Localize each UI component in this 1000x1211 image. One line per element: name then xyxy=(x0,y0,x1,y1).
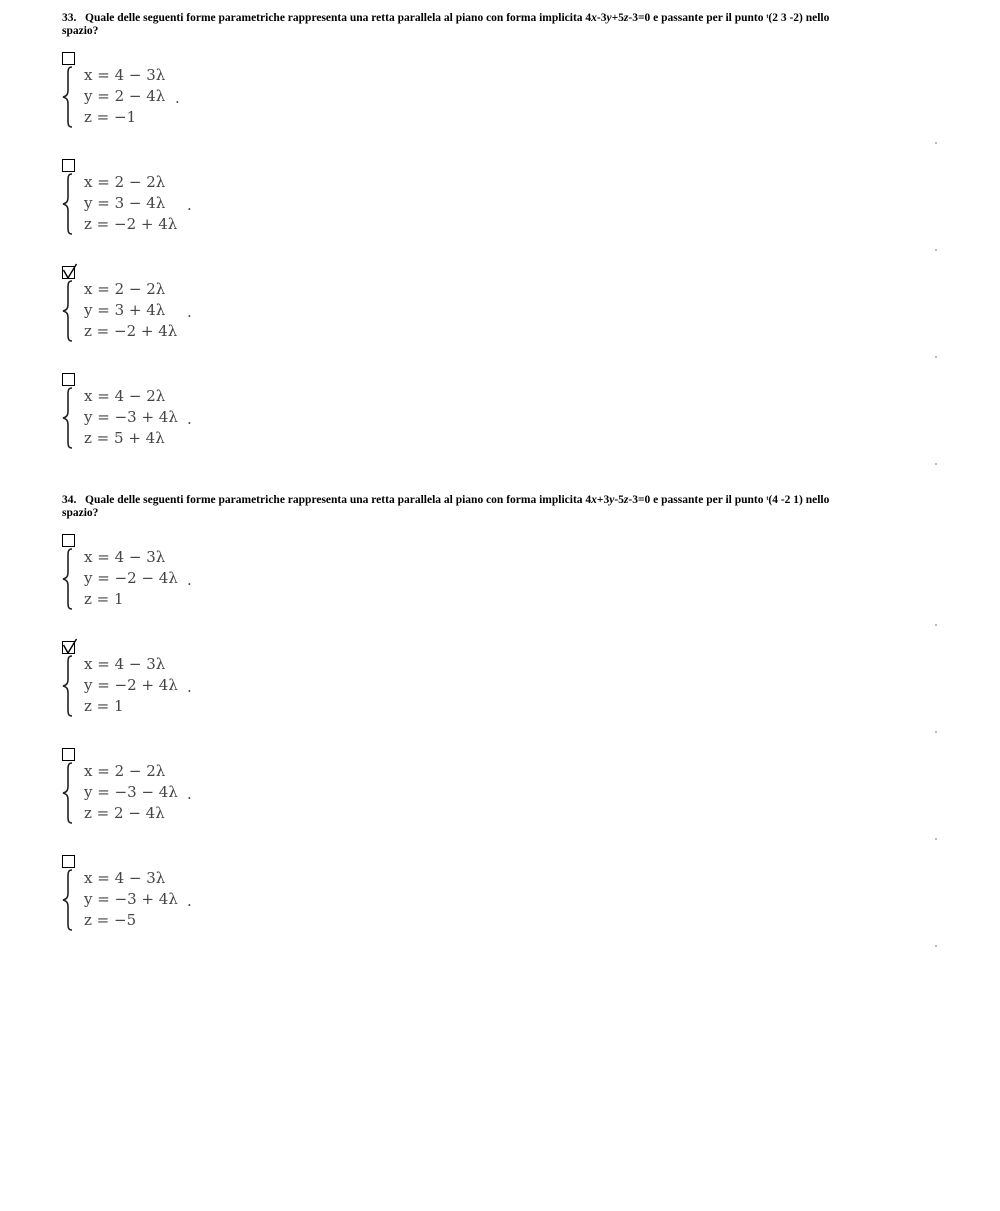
equation-x: x = 4 − 2λ xyxy=(84,387,166,405)
equation-z: z = −2 + 4λ xyxy=(84,322,178,340)
system-period: . xyxy=(187,678,192,696)
point-mark: t xyxy=(766,14,769,20)
left-brace xyxy=(62,66,76,128)
checkbox[interactable] xyxy=(62,534,75,547)
question-number: 34. xyxy=(62,494,77,506)
left-brace xyxy=(62,869,76,931)
question-text xyxy=(62,12,922,38)
equation-z: z = 5 + 4λ xyxy=(84,429,165,447)
equation-y: y = −3 − 4λ xyxy=(84,783,178,801)
equation-y: y = −2 − 4λ xyxy=(84,569,178,587)
answer-option xyxy=(62,373,942,473)
left-brace xyxy=(62,655,76,717)
var-y: y xyxy=(609,494,615,506)
question-stem: Quale delle seguenti forme parametriche rappresenta una retta parallela al piano con forma implicita 4 xyxy=(85,494,592,506)
left-brace xyxy=(62,280,76,342)
margin-dot xyxy=(935,356,937,358)
system-period: . xyxy=(187,196,192,214)
equation-z: z = −5 xyxy=(84,911,137,929)
answer-option xyxy=(62,534,942,634)
answer-option xyxy=(62,52,942,152)
margin-dot xyxy=(935,463,937,465)
question-stem: Quale delle seguenti forme parametriche rappresenta una retta parallela al piano con forma implicita 4 xyxy=(85,12,592,24)
var-x: x xyxy=(591,494,597,506)
left-brace xyxy=(62,762,76,824)
equation-x: x = 4 − 3λ xyxy=(84,66,166,84)
equation-z: z = 1 xyxy=(84,590,124,608)
answer-option xyxy=(62,159,942,259)
equation-x: x = 4 − 3λ xyxy=(84,869,166,887)
question-33 xyxy=(62,12,922,38)
equation-x: x = 2 − 2λ xyxy=(84,173,166,191)
equation-y: y = −3 + 4λ xyxy=(84,408,178,426)
equation-z: z = −2 + 4λ xyxy=(84,215,178,233)
equation-z: z = 2 − 4λ xyxy=(84,804,165,822)
system-period: . xyxy=(187,892,192,910)
margin-dot xyxy=(935,249,937,251)
margin-dot xyxy=(935,624,937,626)
equation-y: y = 2 − 4λ xyxy=(84,87,166,105)
margin-dot xyxy=(935,142,937,144)
eq-end: -3=0 e passante per il punto xyxy=(628,12,764,24)
var-z: z xyxy=(623,494,629,506)
answer-option xyxy=(62,266,942,366)
system-period: . xyxy=(175,89,180,107)
equation-x: x = 4 − 3λ xyxy=(84,655,166,673)
margin-dot xyxy=(935,838,937,840)
question-text xyxy=(62,494,922,520)
var-z: z xyxy=(623,12,629,24)
checkbox[interactable] xyxy=(62,748,75,761)
equation-x: x = 2 − 2λ xyxy=(84,280,166,298)
equation-y: y = 3 + 4λ xyxy=(84,301,166,319)
coef-y: +3 xyxy=(596,494,610,506)
equation-z: z = 1 xyxy=(84,697,124,715)
checkbox[interactable] xyxy=(62,373,75,386)
coef-y: -3 xyxy=(596,12,607,24)
equation-y: y = −3 + 4λ xyxy=(84,890,178,908)
checkbox[interactable] xyxy=(62,52,75,65)
left-brace xyxy=(62,387,76,449)
equation-z: z = −1 xyxy=(84,108,137,126)
equation-y: y = −2 + 4λ xyxy=(84,676,178,694)
system-period: . xyxy=(187,303,192,321)
answer-option xyxy=(62,748,942,848)
margin-dot xyxy=(935,945,937,947)
checkbox[interactable] xyxy=(62,855,75,868)
answer-option xyxy=(62,641,942,741)
system-period: . xyxy=(187,410,192,428)
question-text-line2: spazio? xyxy=(62,25,99,37)
checkmark-icon xyxy=(62,638,77,654)
checkmark-icon xyxy=(62,263,77,279)
question-text-line2: spazio? xyxy=(62,507,99,519)
system-period: . xyxy=(187,785,192,803)
point-coords: (2 3 -2) nello xyxy=(768,12,830,24)
coef-z: +5 xyxy=(611,12,624,24)
checkbox[interactable] xyxy=(62,159,75,172)
var-y: y xyxy=(606,12,612,24)
left-brace xyxy=(62,548,76,610)
equation-x: x = 2 − 2λ xyxy=(84,762,166,780)
answer-option xyxy=(62,855,942,955)
question-34 xyxy=(62,494,922,520)
equation-y: y = 3 − 4λ xyxy=(84,194,166,212)
point-mark: t xyxy=(766,496,769,502)
coef-z: -5 xyxy=(614,494,624,506)
equation-x: x = 4 − 3λ xyxy=(84,548,166,566)
point-coords: (4 -2 1) nello xyxy=(768,494,830,506)
eq-end: -3=0 e passante per il punto xyxy=(628,494,764,506)
var-x: x xyxy=(591,12,597,24)
margin-dot xyxy=(935,731,937,733)
question-number: 33. xyxy=(62,12,77,24)
left-brace xyxy=(62,173,76,235)
system-period: . xyxy=(187,571,192,589)
